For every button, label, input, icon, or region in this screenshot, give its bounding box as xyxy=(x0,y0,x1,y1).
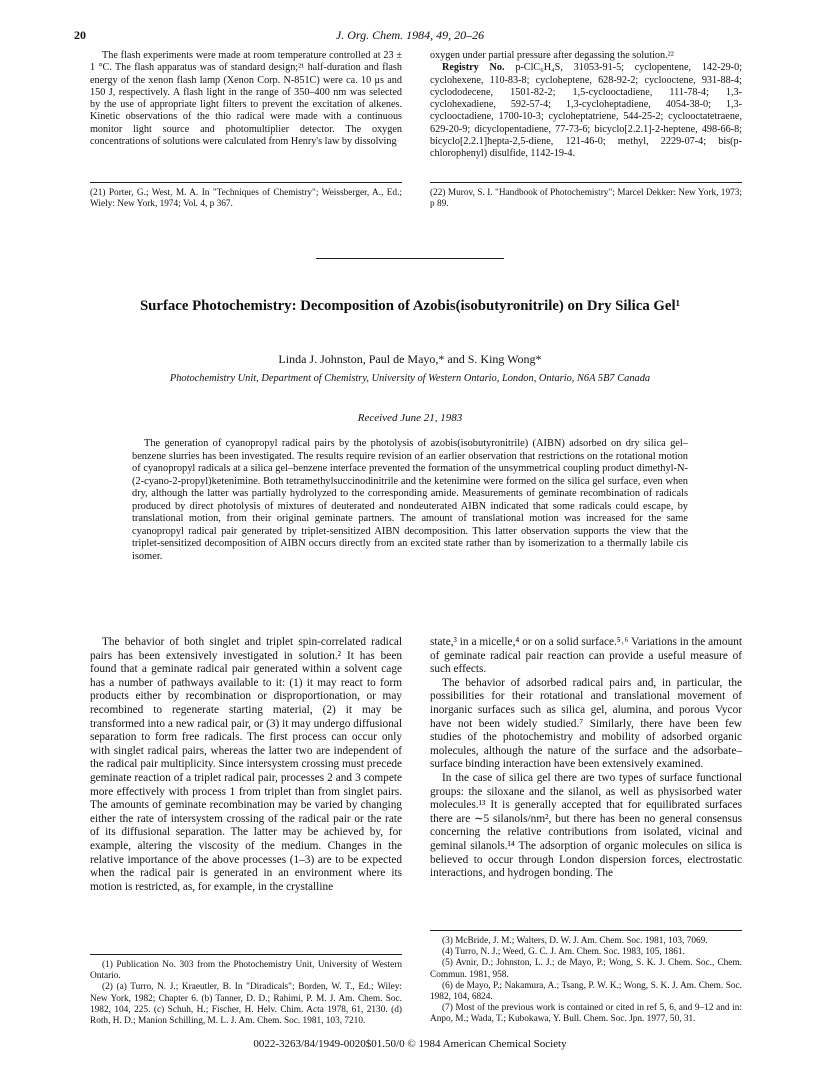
footnote-divider xyxy=(430,182,742,183)
prev-paragraph: The flash experiments were made at room temperature controlled at 23 ± 1 °C. The flash apparatus was of standard design;²¹ half-duration and flash energy of the xenon flash lamp (Xenon Corp. N-851C) were ca. 10 μs and 150 J, respectively. A flash light in the range of 350–400 nm was selected by the use of appropriate light filters to prevent the excitation of alkenes. Kinetic observations of the thio radical were made with a continuous monitor light source and photomultiplier detector. The oxygen concentrations of solutions were calculated from Henry's law by dissolving xyxy=(90,50,402,148)
received-date: Received June 21, 1983 xyxy=(357,412,463,424)
prev-paragraph-end: oxygen under partial pressure after degassing the solution.²² xyxy=(430,50,674,61)
body-paragraph: The behavior of both singlet and triplet spin-correlated radical pairs has been extensively investigated in solution.² It has been found that a geminate radical pair generated within a solvent cage has a number of pathways available to it: (1) it may react to form products either by recombination or disproportionation, or may recombined to regenerate starting material, (2) it may be transformed into a new radical pair, or (3) it may undergo diffusional separation to form free radicals. The first process can occur only with singlet radical pairs, whereas the latter two are independent of the radical pair multiplicity. Since intersystem crossing must precede geminate reaction of a triplet radical pair, processes 2 and 3 compete more effectively with process 1 from triplet than from singlet pairs. The amounts of geminate recombination may be varied by changing either the rate of intersystem crossing of the radical pair or the rate of its diffusional separation. The latter may be achieved by, for example, altering the viscosity of the medium. Changes in the relative importance of the above processes (1–3) are to be expected when the radical pair is generated in an environment where its motion is restricted, as, for example, in the crystalline xyxy=(90,636,402,893)
page-number: 20 xyxy=(74,28,86,42)
footnote: (3) McBride, J. M.; Walters, D. W. J. Am. Chem. Soc. 1981, 103, 7069. xyxy=(442,936,708,946)
footnotes-left xyxy=(90,960,402,1027)
registry-label: Registry No. xyxy=(442,62,505,74)
copyright-footer: 0022-3263/84/1949-0020$01.50/0 © 1984 American Chemical Society xyxy=(253,1038,567,1050)
article-separator xyxy=(316,258,504,259)
body-paragraph: In the case of silica gel there are two types of surface functional groups: the siloxane and the silanol, as well as physisorbed water molecules.¹³ It is generally accepted that for equilibrated surfaces there are ∼5 silanols/nm², but there has been no general consensus concerning the relative contributions from isolated, vicinal and geminal silanols.¹⁴ The adsorption of organic molecules on silica is believed to occur through London dispersion forces, electrostatic interactions, and hydrogen bonding. The xyxy=(430,771,742,880)
footnote-21: (21) Porter, G.; West, M. A. In "Techniques of Chemistry"; Weissberger, A., Ed.; Wiely: New York, 1974; Vol. 4, p 367. xyxy=(90,188,402,210)
prev-article-left-text xyxy=(90,50,402,148)
body-paragraph: The behavior of adsorbed radical pairs and, in particular, the possibilities for their rotational and translational movement of inorganic surfaces such as silica gel, alumina, and porous Vycor have not been widely studied.⁷ Similarly, there have been few studies of the photochemistry and mobility of adsorbed organic molecules, although the nature of the surface and the adsorbate–surface binding interaction have been extensively examined. xyxy=(430,676,742,771)
registry-text: p-ClC₆H₄S, 31053-91-5; cyclopentene, 142-29-0; cyclohexene, 110-83-8; cycloheptene, 628-92-2; cyclooctene, 931-88-4; cyclododecene, 1501-82-2; 1,5-cyclooctadiene, 111-78-4; 1,3-cyclohexadiene, 592-57-4; 1,3-cycloheptadiene, 4054-38-0; 1,3-cyclooctadiene, 1700-10-3; cycloheptatriene, 544-25-2; cyclooctatetraene, 629-20-9; dicyclopentadiene, 77-73-6; bicyclo[2.2.1]-2-heptene, 498-66-8; bicyclo[2.2.1]hepta-2,5-diene, 121-46-0; methyl, 2229-07-4; bis(p-chlorophenyl) disulfide, 1142-19-4. xyxy=(430,62,742,160)
footnote: (1) Publication No. 303 from the Photochemistry Unit, University of Western Ontario. xyxy=(90,960,402,982)
prev-article-right-text xyxy=(430,50,742,161)
footnote: (2) (a) Turro, N. J.; Kraeutler, B. In "Diradicals"; Borden, W. T., Ed.; Wiley: New York, 1982; Chapter 6. (b) Tanner, D. D.; Rahimi, P. M. J. Am. Chem. Soc. 1982, 104, 225. (c) Schuh, H.; Fischer, H. Helv. Chim. Acta 1978, 61, 2130. (d) Roth, H. D.; Manion Schilling, M. L. J. Am. Chem. Soc. 1981, 103, 7210. xyxy=(90,982,402,1027)
footnote: (4) Turro, N. J.; Weed, G. C. J. Am. Chem. Soc. 1983, 105, 1861. xyxy=(442,947,685,958)
footnote-divider xyxy=(90,954,402,955)
registry-paragraph xyxy=(430,62,742,160)
footnote: (7) Most of the previous work is contained or cited in ref 5, 6, and 9–12 and in: Anpo, M.; Wada, T.; Kubokawa, Y. Bull. Chem. Soc. Jpn. 1977, 50, 31. xyxy=(430,1003,742,1025)
footnote-divider xyxy=(430,930,742,931)
article-affiliation: Photochemistry Unit, Department of Chemistry, University of Western Ontario, London, Ontario, N6A 5B7 Canada xyxy=(169,373,651,384)
body-paragraph: state,³ in a micelle,⁴ or on a solid surface.⁵˒⁶ Variations in the amount of geminate radical pair reaction can provide a useful measure of such effects. xyxy=(430,636,742,676)
footnote: (5) Avnir, D.; Johnston, L. J.; de Mayo, P.; Wong, S. K. J. Chem. Soc., Chem. Commun. 1981, 958. xyxy=(430,958,742,980)
article-authors: Linda J. Johnston, Paul de Mayo,* and S. King Wong* xyxy=(278,352,542,366)
footnotes-right xyxy=(430,936,742,1026)
body-right-column xyxy=(430,636,742,881)
body-left-column xyxy=(90,636,402,894)
abstract: The generation of cyanopropyl radical pairs by the photolysis of azobis(isobutyronitrile) (AIBN) adsorbed on dry silica gel–benzene slurries has been investigated. The results require revision of an earlier observation that restrictions on the rotational motion of cyanopropyl radicals at a silica gel–benzene interface prevented the formation of the unsymmetrical coupling product dimethyl-N-(2-cyano-2-propyl)ketenimine. Both tetramethylsuccinodinitrile and the ketenimine were formed on the silica gel surface, even when dry, although the latter was partially hydrolyzed to the corresponding amide. Measurements of geminate recombination of radicals produced by direct photolysis of mixtures of deuterated and nondeuterated AIBN indicated that some radicals could escape, by translational motion, from their original geminate partners. The amount of translational motion was increased for the same cyanopropyl radical pair generated by triplet-sensitized AIBN decomposition. This latter observation supports the view that the triplet-sensitized decomposition of AIBN occurs directly from an excited state rather than by isomerization to a thermally labile cis isomer. xyxy=(132,438,688,562)
article-title: Surface Photochemistry: Decomposition of Azobis(isobutyronitrile) on Dry Silica Gel¹ xyxy=(139,298,681,314)
journal-header: J. Org. Chem. 1984, 49, 20–26 xyxy=(335,28,485,42)
footnote-divider xyxy=(90,182,402,183)
footnote: (6) de Mayo, P.; Nakamura, A.; Tsang, P. W. K.; Wong, S. K. J. Am. Chem. Soc. 1982, 104, 6824. xyxy=(430,980,742,1003)
footnote-22: (22) Murov, S. I. "Handbook of Photochemistry"; Marcel Dekker: New York, 1973; p 89. xyxy=(430,188,742,210)
